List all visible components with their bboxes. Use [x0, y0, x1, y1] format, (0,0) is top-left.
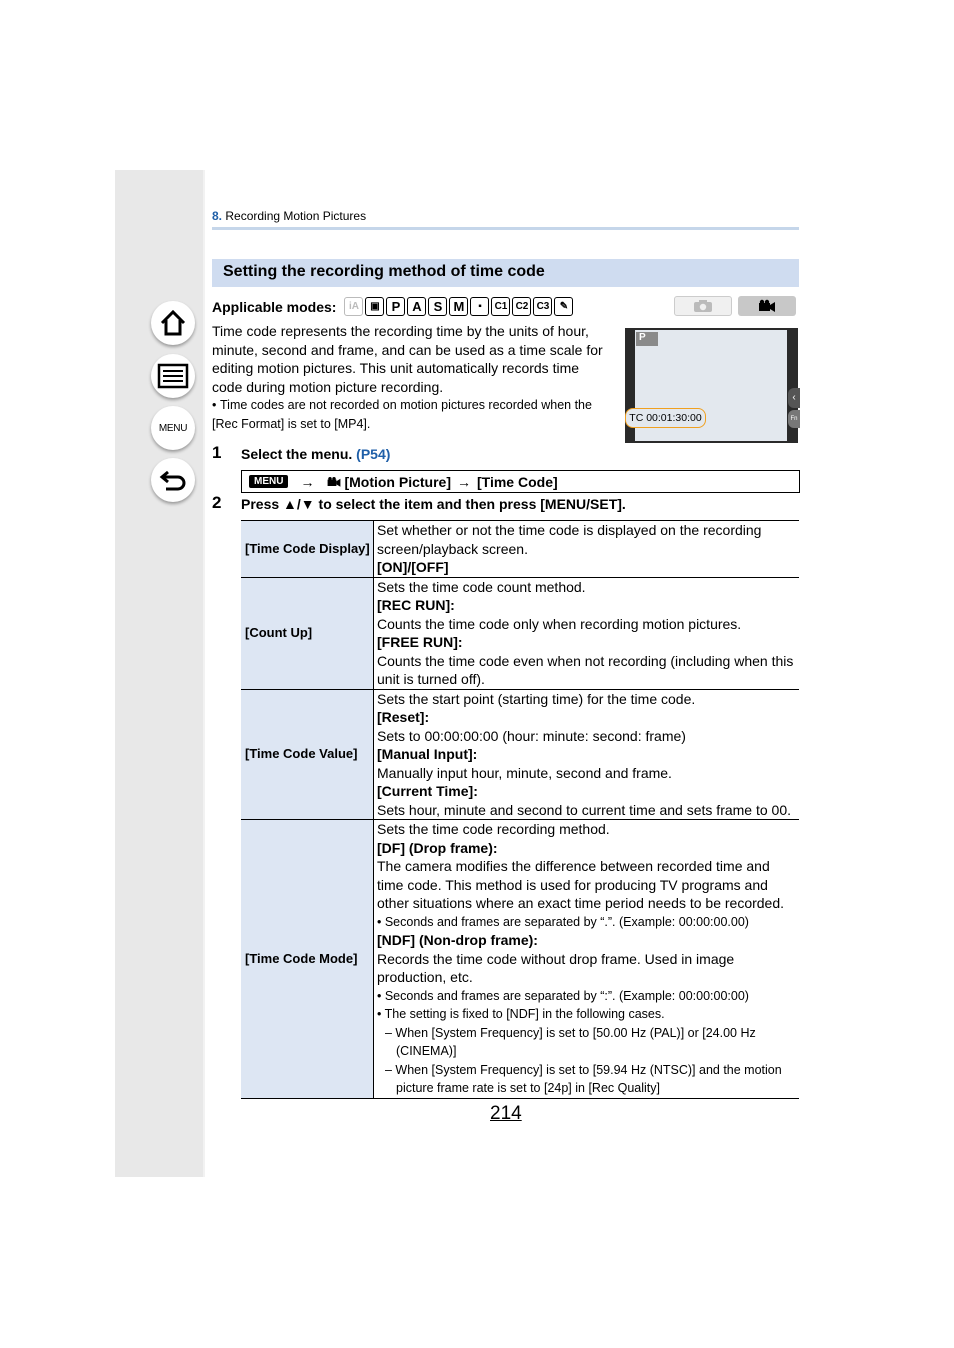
- table-row: [241, 521, 799, 578]
- option-name: [Current Time]:: [377, 783, 478, 799]
- description-line: Counts the time code even when not recording (including when this unit is turned off).: [377, 652, 794, 687]
- creative-control-mode-icon: ✎: [554, 297, 573, 316]
- mode-icon: A: [407, 297, 426, 316]
- option-name: [ON]/[OFF]: [377, 559, 449, 575]
- description-line: Manually input hour, minute, second and frame.: [377, 764, 672, 781]
- page-link[interactable]: (P54): [356, 446, 391, 462]
- fn-tab: Fn: [788, 410, 800, 428]
- motion-picture-menu-icon: [326, 476, 342, 488]
- menu-button-label: MENU: [158, 422, 188, 434]
- back-button[interactable]: [151, 458, 195, 502]
- table-row: [241, 820, 799, 1099]
- description-line: – When [System Frequency] is set to [59.94 Hz (NTSC)] and the motion picture frame rate is set to [24p] in [Rec Quality]: [385, 1062, 782, 1095]
- menu-item-motion-picture: [Motion Picture]: [344, 473, 451, 490]
- description-line: Sets the time code count method.: [377, 578, 586, 595]
- option-name: [NDF] (Non-drop frame):: [377, 932, 538, 948]
- description-line: Sets to 00:00:00:00 (hour: minute: second: frame): [377, 727, 686, 744]
- applicable-modes-label: Applicable modes:: [212, 298, 337, 315]
- description-line: Sets the start point (starting time) for the time code.: [377, 690, 696, 707]
- description-line: • Seconds and frames are separated by “.”. (Example: 00:00:00.00): [377, 914, 749, 929]
- setting-name: [Time Code Value]: [241, 689, 374, 820]
- description-line: Records the time code without drop frame. Used in image production, etc.: [377, 950, 735, 985]
- video-tab: [738, 296, 796, 316]
- option-name: [REC RUN]:: [377, 597, 455, 613]
- section-title: Setting the recording method of time code: [223, 263, 545, 280]
- setting-description: [374, 820, 800, 1099]
- mode-icon: S: [428, 297, 447, 316]
- arrow: →: [457, 473, 471, 490]
- mode-icon: C2: [512, 297, 531, 316]
- page-number: 214: [490, 1103, 522, 1124]
- option-name: [FREE RUN]:: [377, 634, 463, 650]
- back-arrow-icon: [158, 466, 188, 494]
- video-camera-icon: [757, 299, 777, 313]
- description-line: – When [System Frequency] is set to [50.00 Hz (PAL)] or [24.00 Hz (CINEMA)]: [385, 1025, 756, 1058]
- description-line: The camera modifies the difference between recorded time and time code. This method is used for producing TV programs and other situations where an exact time period needs to be recorded.: [377, 858, 785, 911]
- setting-description: [374, 521, 800, 578]
- movie-mode-icon: ▪: [470, 297, 489, 316]
- home-button[interactable]: [151, 301, 195, 345]
- step-number: 1: [212, 443, 222, 462]
- description-line: • The setting is fixed to [NDF] in the following cases.: [377, 1007, 665, 1021]
- table-row: [241, 577, 799, 689]
- description-line: Sets hour, minute and second to current time and sets frame to 00.: [377, 801, 792, 818]
- step-text: [241, 446, 390, 462]
- breadcrumb-divider: [212, 227, 799, 230]
- section-header: [212, 259, 799, 287]
- setting-name: [Time Code Display]: [241, 521, 374, 578]
- chapter-number: 8.: [212, 209, 223, 223]
- chevron-left-icon: ‹: [788, 388, 800, 408]
- applicable-modes: [212, 297, 575, 316]
- menu-list-button[interactable]: [151, 406, 195, 450]
- description-line: • Seconds and frames are separated by “:”. (Example: 00:00:00:00): [377, 988, 749, 1003]
- note-text: Time codes are not recorded on motion pictures recorded when the [Rec Format] is set to [MP4].: [212, 398, 592, 431]
- mode-icon: P: [386, 297, 405, 316]
- option-name: [Manual Input]:: [377, 746, 478, 762]
- option-name: [DF] (Drop frame):: [377, 839, 498, 856]
- settings-table: [241, 520, 799, 1099]
- note: • Time codes are not recorded on motion pictures recorded when the [Rec Format] is set to [MP4].: [212, 398, 592, 431]
- creative-video-mode-icon: ▣: [365, 297, 384, 316]
- mode-icon: C1: [491, 297, 510, 316]
- mode-badge: P: [636, 332, 658, 346]
- mode-icon: M: [449, 297, 468, 316]
- mode-icon: iA: [344, 297, 363, 316]
- setting-description: [374, 577, 800, 689]
- camera-icon: [693, 299, 713, 313]
- menu-item-time-code: [Time Code]: [477, 473, 558, 490]
- camera-screen-illustration: [625, 328, 798, 443]
- description-line: Sets the time code recording method.: [377, 821, 610, 837]
- description-line: Counts the time code only when recording motion pictures.: [377, 615, 742, 632]
- chapter-title: Recording Motion Pictures: [225, 209, 367, 223]
- timecode-display: TC 00:01:30:00: [625, 408, 706, 428]
- menu-chip: MENU: [249, 475, 288, 488]
- step-text-main: Select the menu.: [241, 446, 353, 462]
- description-line: Set whether or not the time code is displayed on the recording screen/playback screen.: [377, 522, 762, 557]
- option-name: [Reset]:: [377, 709, 430, 725]
- intro-text: Time code represents the recording time by the units of hour, minute, second and frame, and can be used as a time scale for editing motion pictures. This unit automatically records time code during motion picture recording.: [212, 323, 603, 395]
- home-icon: [158, 308, 188, 338]
- recording-type-tabs: [674, 296, 796, 316]
- step-text: Press ▲/▼ to select the item and then press [MENU/SET].: [241, 496, 626, 512]
- sidebar-edge: [203, 170, 205, 1177]
- mode-icon: C3: [533, 297, 552, 316]
- menu-path: [241, 470, 800, 493]
- setting-name: [Time Code Mode]: [241, 820, 374, 1099]
- step-number: 2: [212, 493, 222, 512]
- breadcrumb: [212, 209, 366, 223]
- setting-description: [374, 689, 800, 820]
- table-row: [241, 689, 799, 820]
- setting-name: [Count Up]: [241, 577, 374, 689]
- photo-tab: [674, 296, 732, 316]
- contents-button[interactable]: [151, 354, 195, 398]
- list-icon: [157, 363, 189, 389]
- arrow: →: [300, 473, 315, 490]
